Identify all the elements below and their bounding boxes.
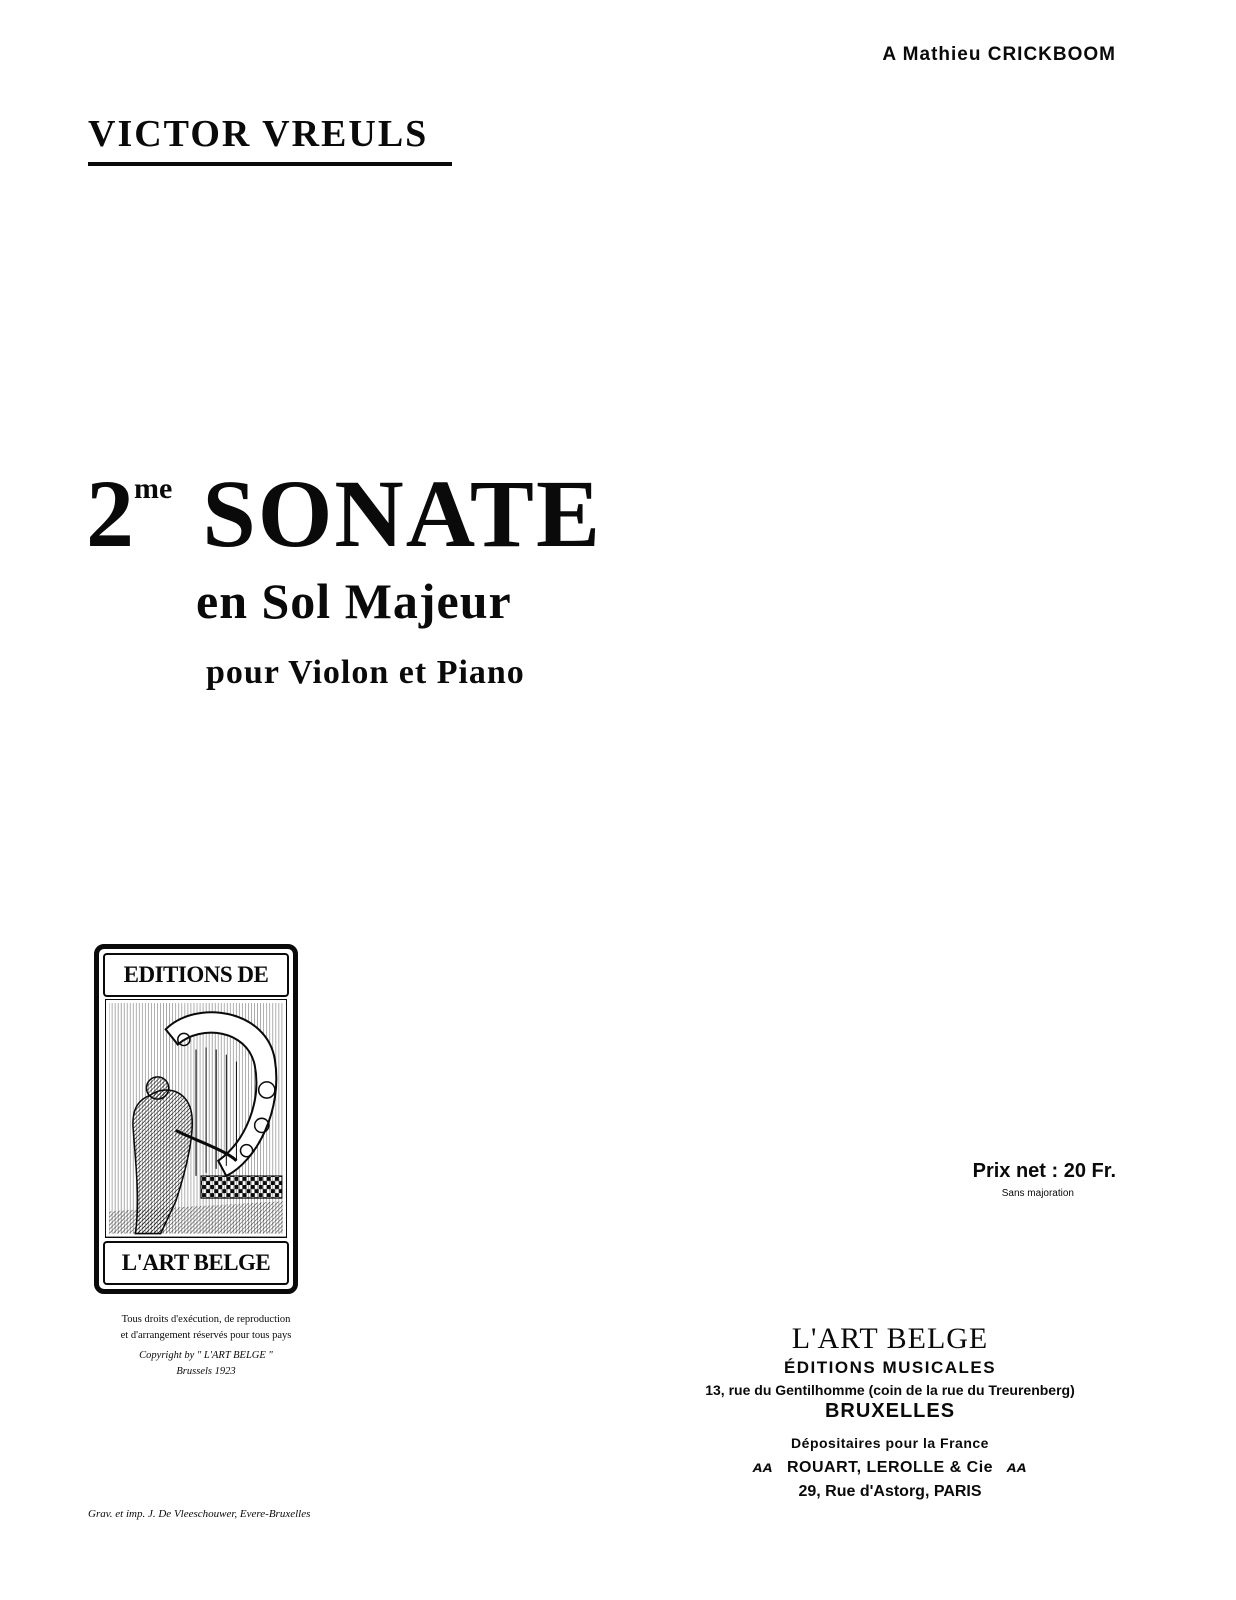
publisher-address: 13, rue du Gentilhomme (coin de la rue du Treurenberg) (705, 1382, 1075, 1398)
title-ordinal: 2 (86, 460, 134, 567)
title-main: SONATE (202, 460, 602, 567)
logo-top-text: EDITIONS DE (103, 953, 289, 997)
publisher-name: L'ART BELGE (791, 1322, 989, 1355)
rouart-line (640, 1459, 1140, 1477)
price-note: Sans majoration (1001, 1188, 1074, 1199)
dedication: A Mathieu CRICKBOOM (882, 44, 1116, 65)
key-signature: en Sol Majeur (196, 573, 512, 629)
rights-notice (86, 1312, 326, 1380)
sonata-title (86, 458, 602, 569)
rights-line-1: Tous droits d'exécution, de reproduction (121, 1314, 291, 1325)
copyright-place-year: Brussels 1923 (176, 1366, 236, 1377)
instrumentation: pour Violon et Piano (206, 654, 525, 691)
harpist-illustration-icon (105, 999, 287, 1238)
rouart-name: ROUART, LEROLLE & Cie (786, 1459, 994, 1476)
ornament-left-icon: ᴀᴀ (753, 1459, 773, 1476)
price-label: Prix net : 20 Fr. (972, 1160, 1116, 1182)
ornament-right-icon: ᴀᴀ (1007, 1459, 1027, 1476)
composer-name: VICTOR VREULS (88, 112, 452, 166)
rouart-address: 29, Rue d'Astorg, PARIS (798, 1483, 982, 1500)
copyright-line: Copyright by " L'ART BELGE " (139, 1350, 273, 1361)
logo-bottom-text: L'ART BELGE (103, 1241, 289, 1285)
publisher-block (640, 1322, 1140, 1501)
publisher-city: BRUXELLES (824, 1400, 956, 1422)
rights-line-2: et d'arrangement réservés pour tous pays (120, 1330, 292, 1341)
publisher-subtitle: ÉDITIONS MUSICALES (783, 1358, 997, 1377)
publisher-logo (94, 944, 298, 1294)
title-ordinal-suffix: me (134, 472, 173, 505)
printer-credit: Grav. et imp. J. De Vleeschouwer, Evere-Bruxelles (88, 1508, 311, 1520)
depositaries-label: Dépositaires pour la France (791, 1435, 989, 1451)
